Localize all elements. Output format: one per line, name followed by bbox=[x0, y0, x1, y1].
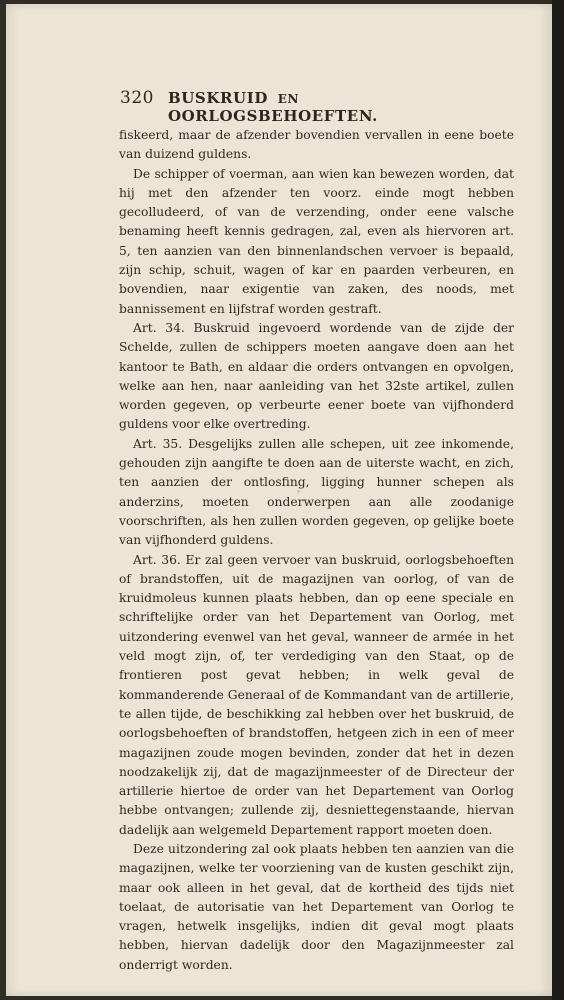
running-title: BUSKRUID EN OORLOGSBEHOEFTEN. bbox=[167, 89, 379, 125]
page-number: 320 bbox=[120, 88, 154, 108]
paragraph: fiskeerd, maar de afzender bovendien vervallen in eene boete van duizend guldens. bbox=[119, 128, 514, 162]
body-text bbox=[119, 126, 514, 975]
scan-edge bbox=[552, 0, 564, 1000]
paragraph: Art. 36. Er zal geen vervoer van buskruid, oorlogsbehoeften of brandstoffen, uit de magazijnen van oorlog, of van de kruidmoleus kunnen plaats hebben, dan op eene speciale en schriftelijke order van het Departement van Oorlog, met uitzondering evenwel van het geval, wanneer de armée in het veld mogt zijn, of, ter verdediging van den Staat, op de frontieren post gevat hebben; in welk geval de kommanderende Generaal of de Kommandant van de artillerie, te allen tijde, de beschikking zal hebben over het buskruid, de oorlogsbehoeften of brandstoffen, hetgeen zich in een of meer magazijnen zoude mogen bevinden, zonder dat het in dezen noodzakelijk zij, dat de magazijnmeester of de Directeur der artillerie hiertoe de order van het Departement van Oorlog hebbe ontvangen; zullende zij, desniettegenstaande, hiervan dadelijk aan welgemeld Departement rapport moeten doen. bbox=[119, 552, 514, 837]
paragraph: Deze uitzondering zal ook plaats hebben ten aanzien van die magazijnen, welke ter voorziening van de kusten geschikt zijn, maar ook alleen in het geval, dat de kortheid des tijds niet toelaat, de autorisatie van het Departement van Oorlog te vragen, hetwelk insgelijks, indien dit geval mogt plaats hebben, hiervan dadelijk door den Magazijnmeester zal onderrigt worden. bbox=[119, 841, 514, 972]
running-header bbox=[120, 88, 480, 125]
paragraph: Art. 35. Desgelijks zullen alle schepen, uit zee inkomende, gehouden zijn aangifte te doen aan de uiterste wacht, en zich, ten aanzien der ontlosfing, ligging hunner schepen als anderzins, moeten onderwerpen aan alle zoodanige voorschriften, als hen zullen worden gegeven, op gelijke boete van vijfhonderd guldens. bbox=[119, 436, 514, 548]
paragraph: De schipper of voerman, aan wien kan bewezen worden, dat hij met den afzender ten voorz. einde mogt hebben gecolludeerd, of van de verzending, onder eene valsche benaming heeft kennis gedragen, zal, even als hiervoren art. 5, ten aanzien van den binnenlandschen vervoer is bepaald, zijn schip, schuit, wagen of kar en paarden verbeuren, en bovendien, naar exigentie van zaken, des noods, met bannissement en lijfstraf worden gestraft. bbox=[119, 166, 514, 316]
paragraph: Art. 34. Buskruid ingevoerd wordende van de zijde der Schelde, zullen de schippers moeten aangave doen aan het kantoor te Bath, en aldaar die orders ontvangen en opvolgen, welke aan hen, naar aanleiding van het 32ste artikel, zullen worden gegeven, op verbeurte eener boete van vijfhonderd guldens voor elke overtreding. bbox=[119, 320, 514, 432]
